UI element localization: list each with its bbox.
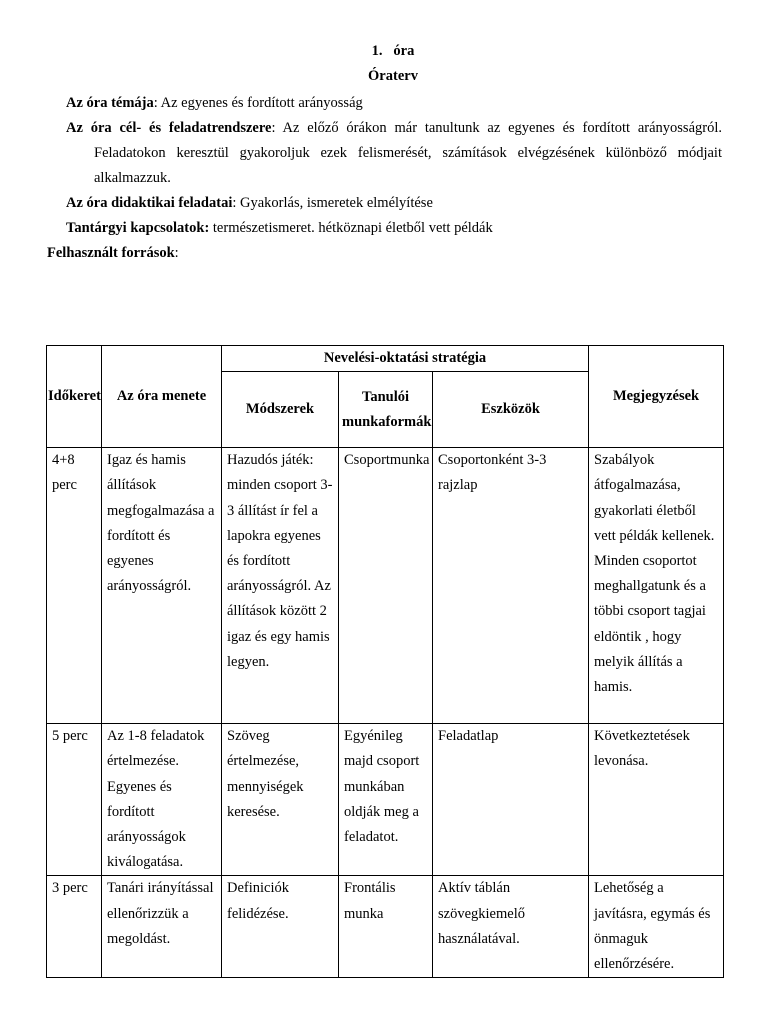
- cell-workform: Frontális munka: [339, 876, 433, 978]
- sources-label: Felhasznált források: [47, 245, 175, 261]
- cell-workform: Csoportmunka: [339, 448, 433, 724]
- page-title: Óraterv: [368, 68, 418, 84]
- cell-tools: Csoportonként 3-3 rajzlap: [433, 448, 589, 724]
- lesson-word: óra: [393, 43, 415, 59]
- cell-notes: Szabályok átfogalmazása, gyakorlati életből vett példák kellenek. Minden csoportot meghallgatunk és a többi csoport tagjai eldöntik , hogy melyik állítás a hamis.: [589, 448, 724, 724]
- cell-method: Hazudós játék: minden csoport 3-3 állítást ír fel a lapokra egyenes és fordított arányosságról. Az állítások között 2 igaz és egy hamis legyen.: [222, 448, 339, 724]
- cell-workform: Egyénileg majd csoport munkában oldják meg a feladatot.: [339, 724, 433, 876]
- header-process: Az óra menete: [102, 346, 222, 448]
- header-time: Időkeret: [47, 346, 102, 448]
- table-row: [47, 876, 724, 978]
- meta-block: [47, 91, 722, 266]
- cell-process: Az 1-8 feladatok értelmezése. Egyenes és fordított arányosságok kiválogatása.: [102, 724, 222, 876]
- cell-notes: Lehetőség a javításra, egymás és önmaguk ellenőrzésére.: [589, 876, 724, 978]
- goal-label: Az óra cél- és feladatrendszere: [66, 120, 272, 136]
- lesson-number-heading: [0, 43, 768, 60]
- cell-process: Tanári irányítással ellenőrizzük a megoldást.: [102, 876, 222, 978]
- cell-notes: Következtetések levonása.: [589, 724, 724, 876]
- didactic-value: : Gyakorlás, ismeretek elmélyítése: [232, 195, 433, 211]
- header-methods: Módszerek: [222, 372, 339, 448]
- subjects-line: [47, 216, 722, 241]
- cell-tools: Aktív táblán szövegkiemelő használatával.: [433, 876, 589, 978]
- cell-time: 4+8 perc: [47, 448, 102, 724]
- didactic-line: [47, 191, 722, 216]
- goal-line: [47, 116, 722, 191]
- lesson-plan-table: [46, 345, 724, 978]
- header-strategy: Nevelési-oktatási stratégia: [222, 346, 589, 372]
- topic-value: : Az egyenes és fordított arányosság: [153, 95, 363, 111]
- table-row: [47, 448, 724, 724]
- lesson-number: 1.: [371, 43, 383, 59]
- cell-time: 3 perc: [47, 876, 102, 978]
- header-notes: Megjegyzések: [589, 346, 724, 448]
- didactic-label: Az óra didaktikai feladatai: [66, 195, 233, 211]
- topic-line: [47, 91, 722, 116]
- cell-method: Definiciók felidézése.: [222, 876, 339, 978]
- goal-value: : Az előző órákon már tanultunk az egyenes és fordított arányosságról. Feladatokon keresztül gyakoroljuk ezek felismerését, számítások elvégzésének különböző módjait alkalmazzuk.: [94, 120, 722, 186]
- cell-tools: Feladatlap: [433, 724, 589, 876]
- subjects-label: Tantárgyi kapcsolatok:: [66, 220, 210, 236]
- cell-time: 5 perc: [47, 724, 102, 876]
- table-row: [47, 724, 724, 876]
- topic-label: Az óra témája: [66, 95, 154, 111]
- sources-value: :: [174, 245, 179, 261]
- header-tools: Eszközök: [433, 372, 589, 448]
- table-header-row: [47, 346, 724, 372]
- cell-method: Szöveg értelmezése, mennyiségek keresése.: [222, 724, 339, 876]
- sources-line: [47, 241, 722, 266]
- subjects-value: természetismeret. hétköznapi életből vett példák: [209, 220, 493, 236]
- header-workforms: Tanulói munkaformák: [339, 372, 433, 448]
- cell-process: Igaz és hamis állítások megfogalmazása a fordított és egyenes arányosságról.: [102, 448, 222, 724]
